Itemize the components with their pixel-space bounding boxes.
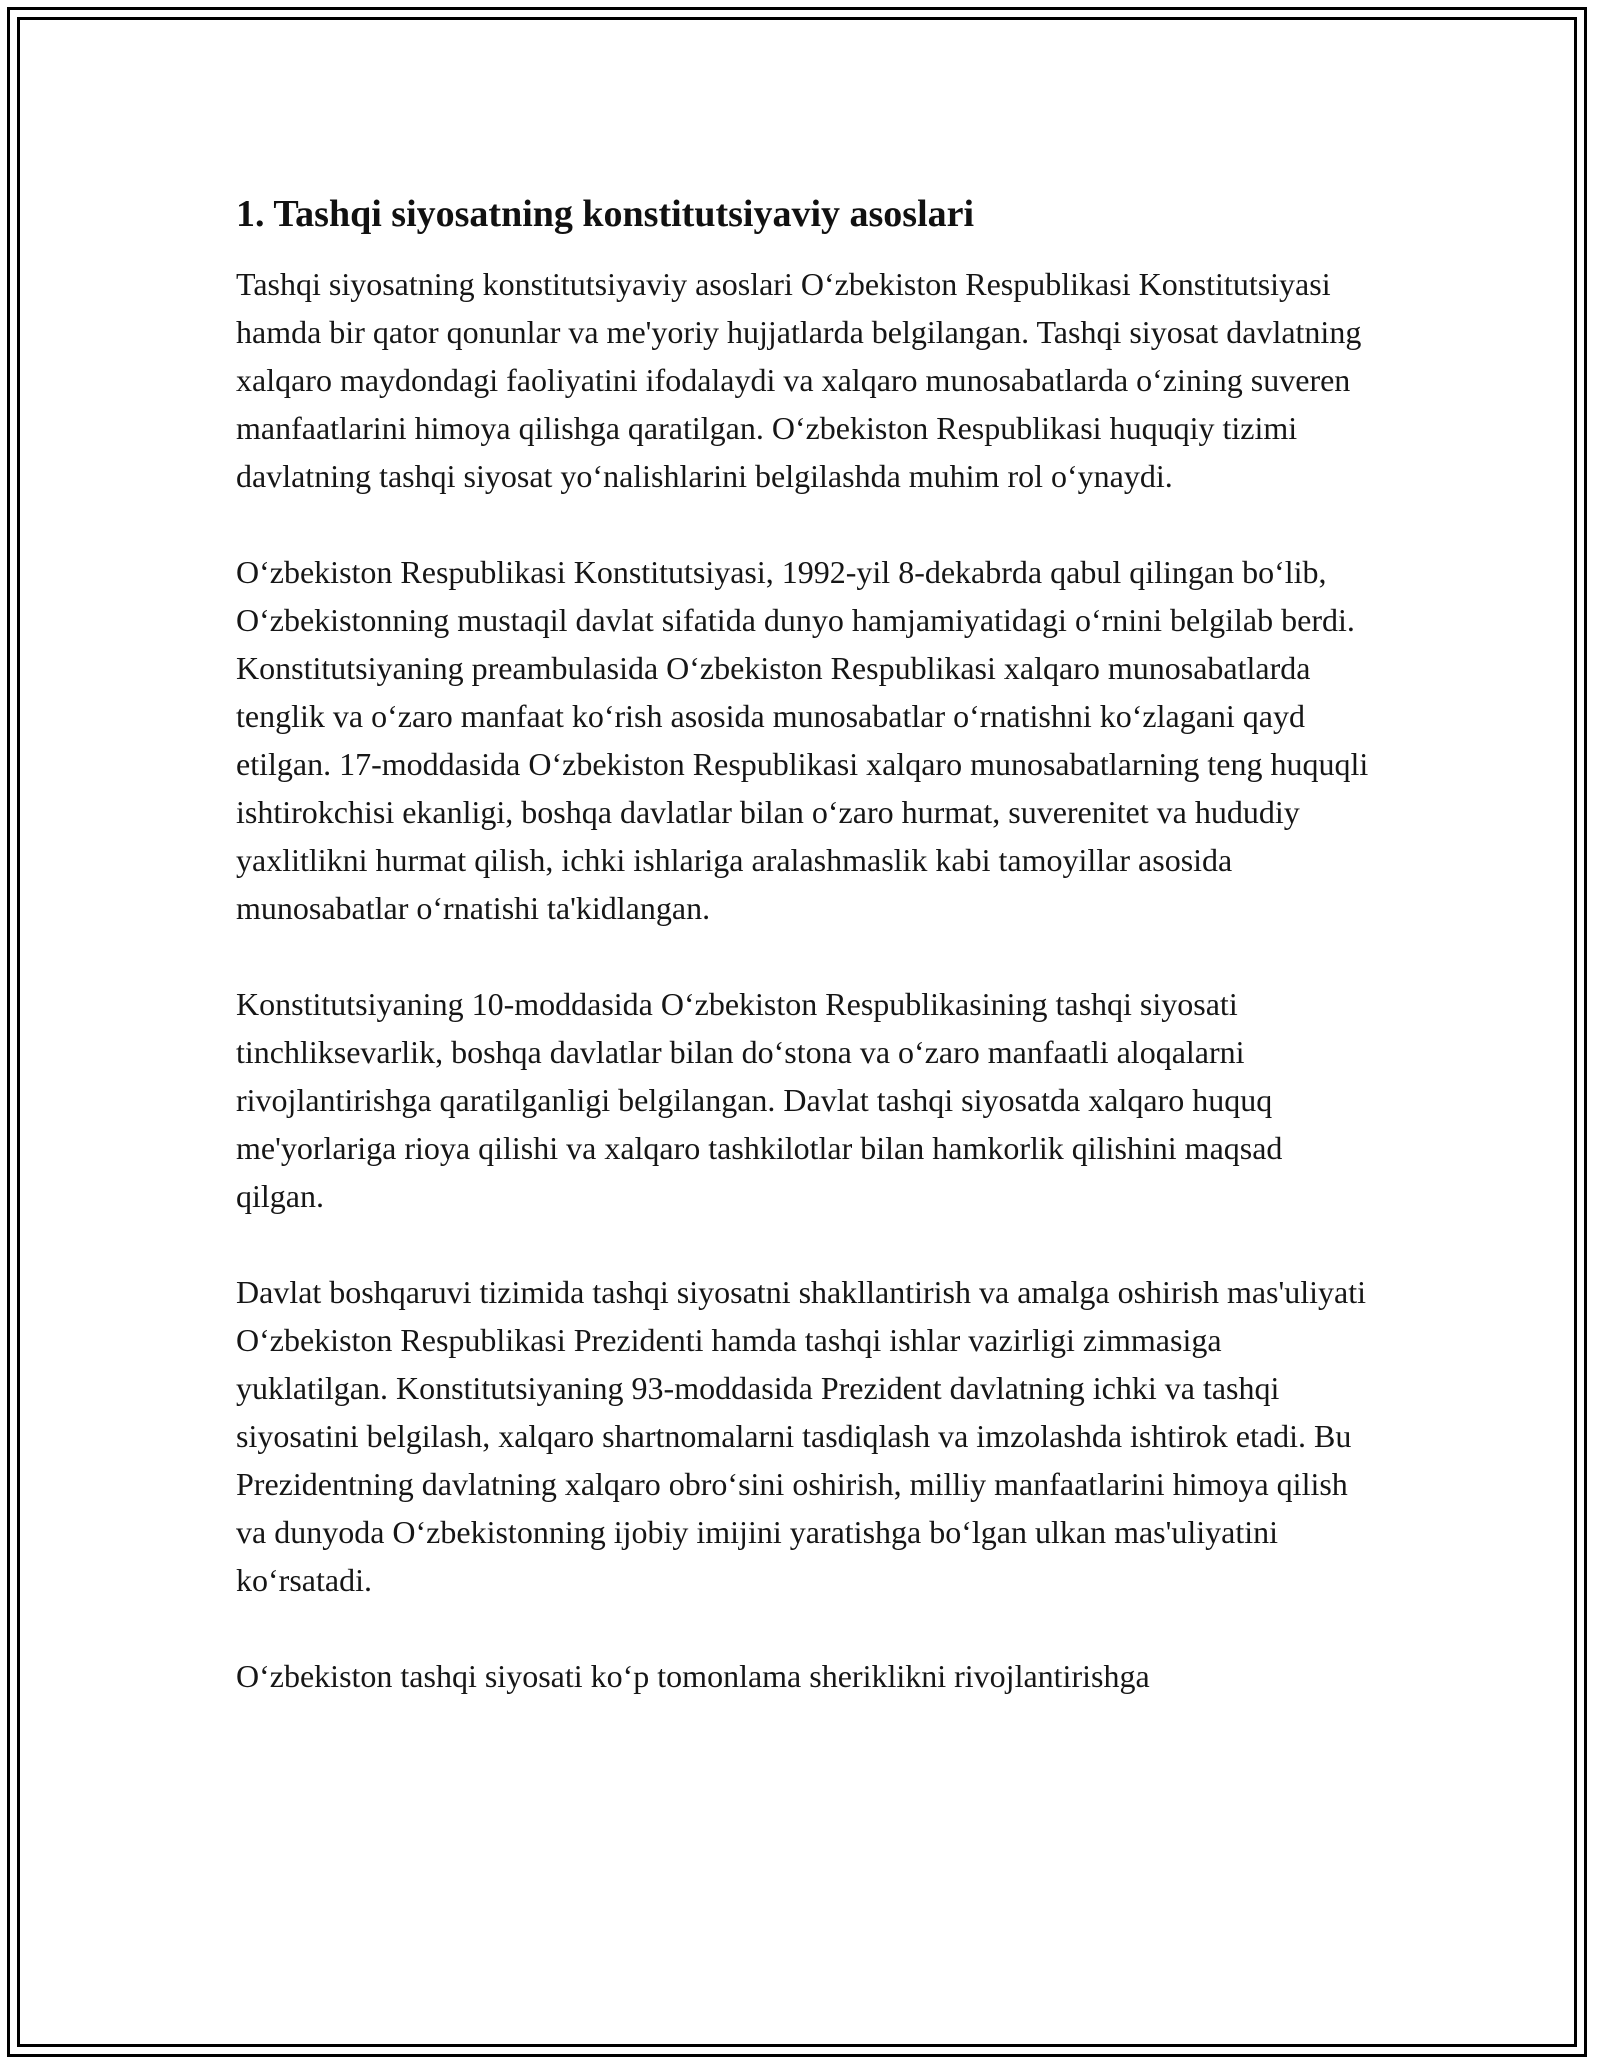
paragraph-article-10: Konstitutsiyaning 10-moddasida O‘zbekiston Respublikasining tashqi siyosati tinchliksevarlik, boshqa davlatlar bilan do‘stona va o‘zaro manfaatli aloqalarni rivojlantirishga qaratilganligi belgilangan. Davlat tashqi siyosatda xalqaro huquq me'yorlariga rioya qilishi va xalqaro tashkilotlar bilan hamkorlik qilishini maqsad qilgan. [236, 986, 1283, 1214]
paragraph-multilateral-partnership: O‘zbekiston tashqi siyosati ko‘p tomonlama sheriklikni rivojlantirishga [236, 1658, 1150, 1694]
document-body [236, 190, 1376, 1700]
section-title: 1. Tashqi siyosatning konstitutsiyaviy asoslari [236, 193, 975, 235]
paragraph-constitution-1992: O‘zbekiston Respublikasi Konstitutsiyasi, 1992-yil 8-dekabrda qabul qilingan bo‘lib, O‘zbekistonning mustaqil davlat sifatida dunyo hamjamiyatidagi o‘rnini belgilab berdi. Konstitutsiyaning preambulasida O‘zbekiston Respublikasi xalqaro munosabatlarda tenglik va o‘zaro manfaat ko‘rish asosida munosabatlar o‘rnatishni ko‘zlagani qayd etilgan. 17-moddasida O‘zbekiston Respublikasi xalqaro munosabatlarning teng huquqli ishtirokchisi ekanligi, boshqa davlatlar bilan o‘zaro hurmat, suverenitet va hududiy yaxlitlikni hurmat qilish, ichki ishlariga aralashmaslik kabi tamoyillar asosida munosabatlar o‘rnatishi ta'kidlangan. [236, 554, 1369, 926]
paragraph-constitutional-basis: Tashqi siyosatning konstitutsiyaviy asoslari O‘zbekiston Respublikasi Konstitutsiyasi hamda bir qator qonunlar va me'yoriy hujjatlarda belgilangan. Tashqi siyosat davlatning xalqaro maydondagi faoliyatini ifodalaydi va xalqaro munosabatlarda o‘zining suveren manfaatlarini himoya qilishga qaratilgan. O‘zbekiston Respublikasi huquqiy tizimi davlatning tashqi siyosat yo‘nalishlarini belgilashda muhim rol o‘ynaydi. [236, 266, 1362, 494]
paragraph-president-responsibility: Davlat boshqaruvi tizimida tashqi siyosatni shakllantirish va amalga oshirish mas'uliyati O‘zbekiston Respublikasi Prezidenti hamda tashqi ishlar vazirligi zimmasiga yuklatilgan. Konstitutsiyaning 93-moddasida Prezident davlatning ichki va tashqi siyosatini belgilash, xalqaro shartnomalarni tasdiqlash va imzolashda ishtirok etadi. Bu Prezidentning davlatning xalqaro obro‘sini oshirish, milliy manfaatlarini himoya qilish va dunyoda O‘zbekistonning ijobiy imijini yaratishga bo‘lgan ulkan mas'uliyatini ko‘rsatadi. [236, 1274, 1367, 1598]
